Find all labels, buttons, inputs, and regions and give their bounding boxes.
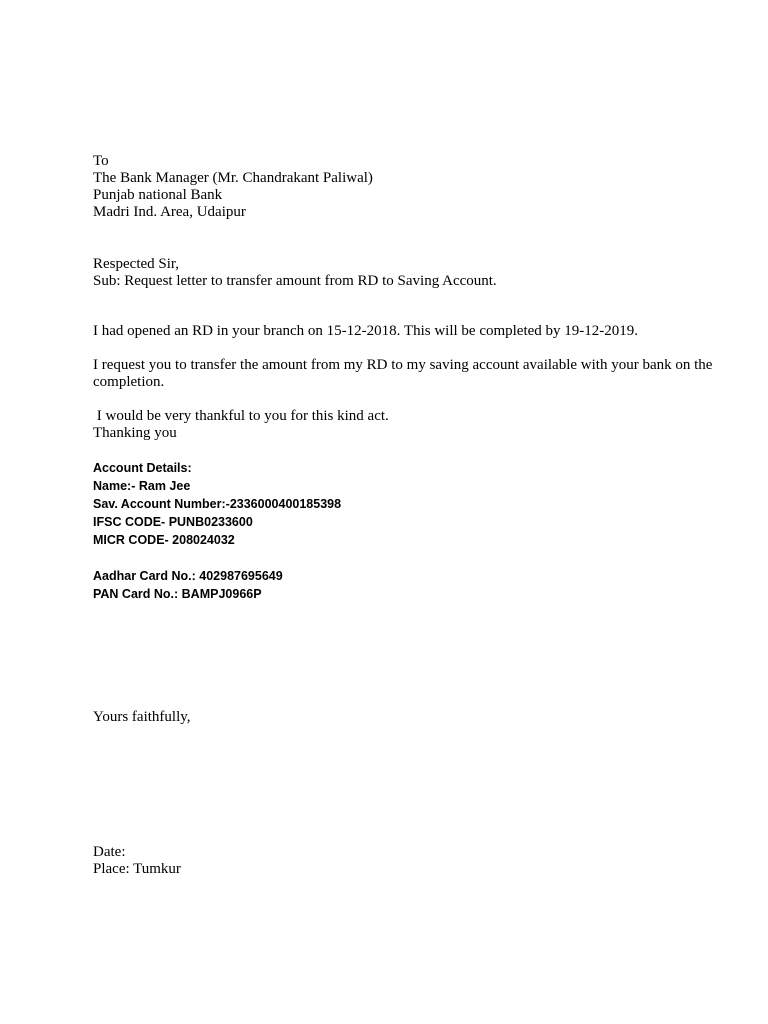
subject-line: Sub: Request letter to transfer amount from RD to Saving Account.	[93, 273, 497, 289]
closing: Yours faithfully,	[93, 709, 191, 725]
body-paragraph-2: I request you to transfer the amount from my RD to my saving account available with your bank on the completion.	[93, 357, 713, 390]
letter	[93, 153, 713, 878]
body-paragraph-3: I would be very thankful to you for this kind act.	[93, 408, 389, 424]
account-details-heading: Account Details:	[93, 461, 192, 475]
recipient-address: Madri Ind. Area, Udaipur	[93, 204, 246, 220]
account-holder-name: Name:- Ram Jee	[93, 479, 191, 493]
thanking-line: Thanking you	[93, 425, 177, 441]
ifsc-code: IFSC CODE- PUNB0233600	[93, 515, 253, 529]
salutation: Respected Sir,	[93, 256, 180, 272]
date-line: Date:	[93, 844, 126, 860]
place-line: Place: Tumkur	[93, 861, 181, 877]
recipient-to: To	[93, 153, 109, 169]
aadhar-number: Aadhar Card No.: 402987695649	[93, 569, 283, 583]
pan-number: PAN Card No.: BAMPJ0966P	[93, 587, 262, 601]
account-details	[93, 459, 713, 603]
recipient-bank: Punjab national Bank	[93, 187, 223, 203]
body-paragraph-1: I had opened an RD in your branch on 15-12-2018. This will be completed by 19-12-2019.	[93, 323, 639, 339]
recipient-name: The Bank Manager (Mr. Chandrakant Paliwal)	[93, 170, 373, 186]
micr-code: MICR CODE- 208024032	[93, 533, 235, 547]
account-number: Sav. Account Number:-2336000400185398	[93, 497, 342, 511]
